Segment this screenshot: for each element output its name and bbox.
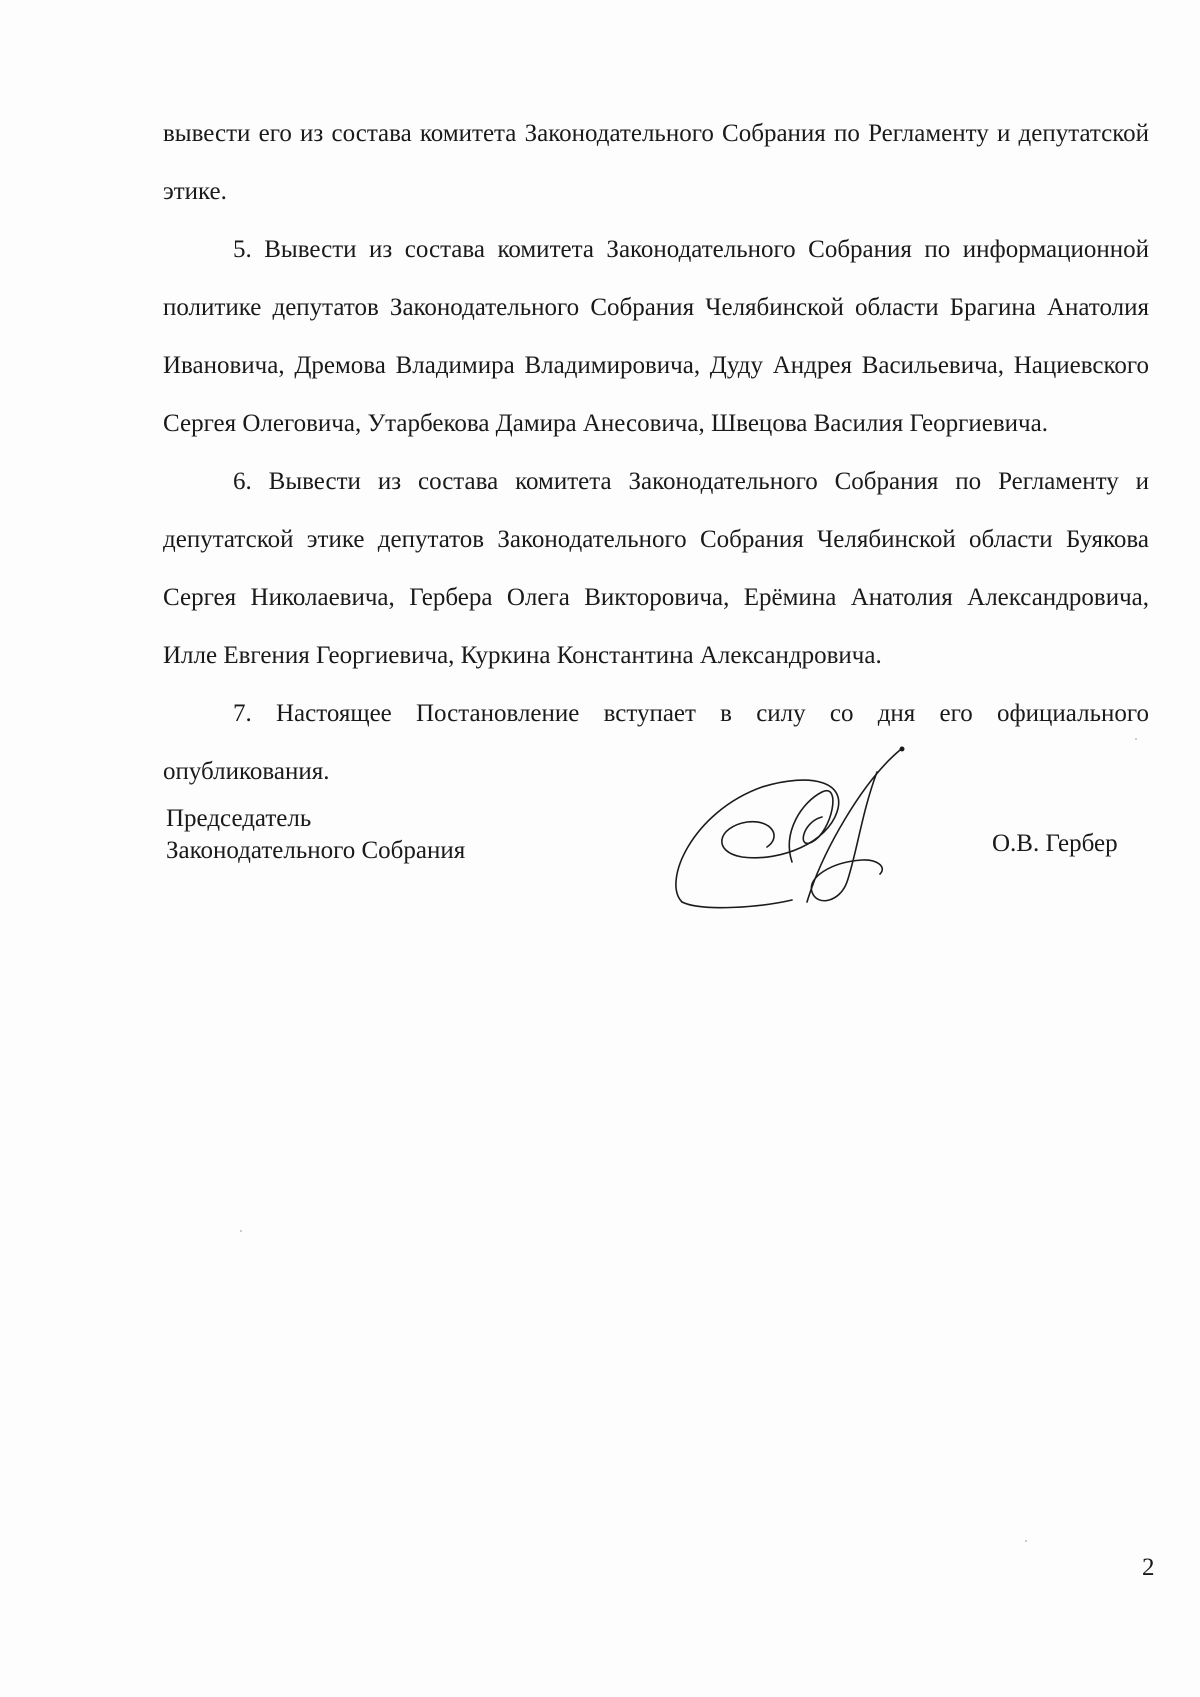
scan-speck bbox=[1025, 1540, 1027, 1542]
paragraph-item-6: 6. Вывести из состава комитета Законодательного Собрания по Регламенту и депутатской этике депутатов Законодательного Собрания Челябинской области Буякова Сергея Николаевича, Гербера Олега Викторовича, Ерёмина Анатолия Александровича, Илле Евгения Георгиевича, Куркина Константина Александровича. bbox=[163, 468, 1149, 669]
signatory-title bbox=[166, 803, 465, 867]
scan-speck bbox=[240, 1230, 242, 1232]
signatory-title-line2: Законодательного Собрания bbox=[166, 837, 466, 864]
signatory-name: О.В. Гербер bbox=[992, 830, 1118, 857]
paragraph-item-7: 7. Настоящее Постановление вступает в силу со дня его официального опубликования. bbox=[163, 700, 1149, 785]
paragraph-item-5: 5. Вывести из состава комитета Законодательного Собрания по информационной политике депутатов Законодательного Собрания Челябинской области Брагина Анатолия Ивановича, Дремова Владимира Владимировича, Дуду Андрея Васильевича, Нациевского Сергея Олеговича, Утарбекова Дамира Анесовича, Швецова Василия Георгиевича. bbox=[163, 236, 1149, 437]
page-number: 2 bbox=[1142, 1554, 1155, 1581]
signatory-title-line1: Председатель bbox=[166, 805, 312, 832]
paragraph-continuation: вывести его из состава комитета Законодательного Собрания по Регламенту и депутатской этике. bbox=[163, 120, 1149, 205]
document-body bbox=[163, 105, 1149, 801]
handwritten-signature bbox=[672, 742, 942, 912]
scan-speck bbox=[1135, 738, 1137, 740]
